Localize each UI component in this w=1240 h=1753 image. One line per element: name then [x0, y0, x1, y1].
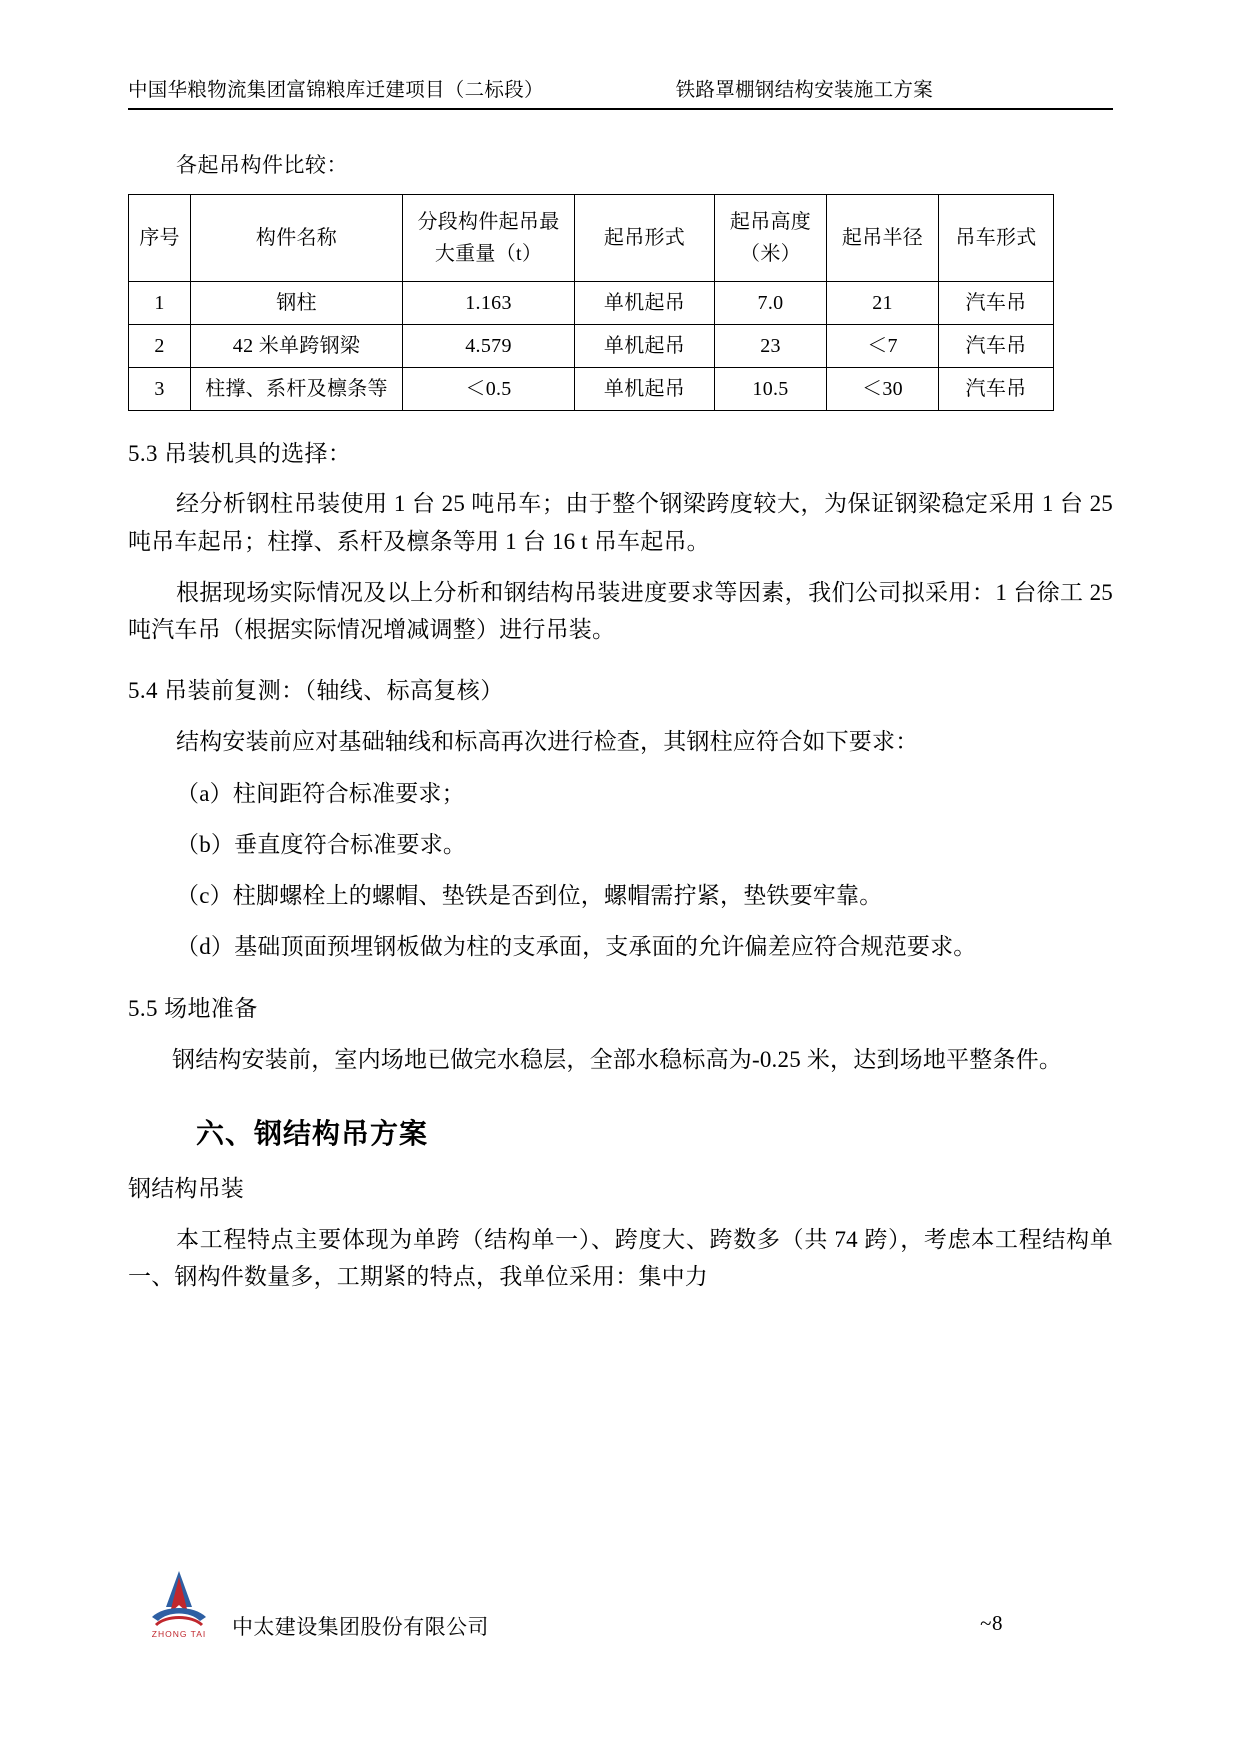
th-max-weight	[403, 194, 575, 281]
th-lift-height-line2: （米）	[740, 242, 801, 265]
running-header	[128, 74, 1113, 102]
footer-page-number: ~8	[980, 1611, 1003, 1635]
section-5-4-item-d: （d）基础顶面预埋钢板做为柱的支承面，支承面的允许偏差应符合规范要求。	[176, 934, 977, 960]
section-5-5-paragraph-1: 钢结构安装前，室内场地已做完水稳层，全部水稳标高为-0.25 米，达到场地平整条件。	[172, 1046, 1063, 1072]
cell-crane-type: 汽车吊	[939, 324, 1054, 367]
cell-lift-form: 单机起吊	[575, 324, 715, 367]
th-lift-radius: 起吊半径	[827, 194, 939, 281]
th-crane-type: 吊车形式	[939, 194, 1054, 281]
header-left-title: 中国华粮物流集团富锦粮库迁建项目（二标段）	[128, 80, 544, 101]
th-max-weight-line2: 大重量（t）	[434, 242, 543, 265]
footer-company-name: 中太建设集团股份有限公司	[232, 1615, 489, 1639]
section-5-4-paragraph-1: 结构安装前应对基础轴线和标高再次进行检查，其钢柱应符合如下要求：	[176, 729, 919, 755]
cell-lift-height: 23	[715, 324, 827, 367]
page-content	[128, 150, 1113, 1296]
section-5-3-paragraph-2: 根据现场实际情况及以上分析和钢结构吊装进度要求等因素，我们公司拟采用：1 台徐工 25 吨汽车吊（根据实际情况增减调整）进行吊装。	[128, 579, 1113, 643]
cell-lift-height: 10.5	[715, 367, 827, 410]
cell-lift-height: 7.0	[715, 281, 827, 324]
page-footer	[128, 1567, 1113, 1657]
cell-crane-type: 汽车吊	[939, 367, 1054, 410]
section-5-4-item-a: （a）柱间距符合标准要求；	[176, 780, 465, 806]
cell-lift-radius: ＜30	[827, 367, 939, 410]
cell-max-weight: 4.579	[403, 324, 575, 367]
section-6-subheading: 钢结构吊装	[128, 1175, 244, 1201]
cell-serial: 1	[129, 281, 191, 324]
cell-max-weight: ＜0.5	[403, 367, 575, 410]
cell-serial: 3	[129, 367, 191, 410]
logo-wordmark: ZHONG TAI	[151, 1629, 207, 1639]
cell-component-name: 钢柱	[191, 281, 403, 324]
header-right-title: 铁路罩棚钢结构安装施工方案	[675, 80, 933, 101]
cell-lift-form: 单机起吊	[575, 281, 715, 324]
section-5-4-heading: 5.4 吊装前复测：（轴线、标高复核）	[128, 678, 504, 704]
cell-lift-form: 单机起吊	[575, 367, 715, 410]
table-row	[129, 281, 1054, 324]
th-lift-height-line1: 起吊高度	[729, 210, 812, 233]
section-5-3-paragraph-1: 经分析钢柱吊装使用 1 台 25 吨吊车；由于整个钢梁跨度较大，为保证钢梁稳定采用 1 台 25 吨吊车起吊；柱撑、系杆及檩条等用 1 台 16 t 吊车起吊。	[128, 491, 1113, 554]
cell-max-weight: 1.163	[403, 281, 575, 324]
header-divider	[128, 108, 1113, 110]
th-lift-height	[715, 194, 827, 281]
section-5-4-item-b: （b）垂直度符合标准要求。	[176, 831, 467, 857]
table-header-row	[129, 194, 1054, 281]
cell-component-name: 柱撑、系杆及檩条等	[191, 367, 403, 410]
cell-serial: 2	[129, 324, 191, 367]
lifting-components-table	[128, 194, 1054, 411]
cell-lift-radius: ＜7	[827, 324, 939, 367]
th-lift-form: 起吊形式	[575, 194, 715, 281]
th-serial: 序号	[129, 194, 191, 281]
cell-crane-type: 汽车吊	[939, 281, 1054, 324]
section-6-heading: 六、钢结构吊方案	[196, 1116, 429, 1150]
table-caption: 各起吊构件比较：	[176, 153, 348, 177]
th-component-name: 构件名称	[191, 194, 403, 281]
table-row	[129, 324, 1054, 367]
section-6-paragraph-1: 本工程特点主要体现为单跨（结构单一）、跨度大、跨数多（共 74 跨），考虑本工程结构单一、钢构件数量多，工期紧的特点，我单位采用：集中力	[128, 1227, 1113, 1290]
section-5-3-heading: 5.3 吊装机具的选择：	[128, 440, 352, 466]
cell-component-name: 42 米单跨钢梁	[191, 324, 403, 367]
section-5-4-item-c: （c）柱脚螺栓上的螺帽、垫铁是否到位，螺帽需拧紧，垫铁要牢靠。	[176, 883, 883, 909]
table-row	[129, 367, 1054, 410]
section-5-5-heading: 5.5 场地准备	[128, 995, 258, 1021]
cell-lift-radius: 21	[827, 281, 939, 324]
th-max-weight-line1: 分段构件起吊最	[417, 210, 560, 233]
